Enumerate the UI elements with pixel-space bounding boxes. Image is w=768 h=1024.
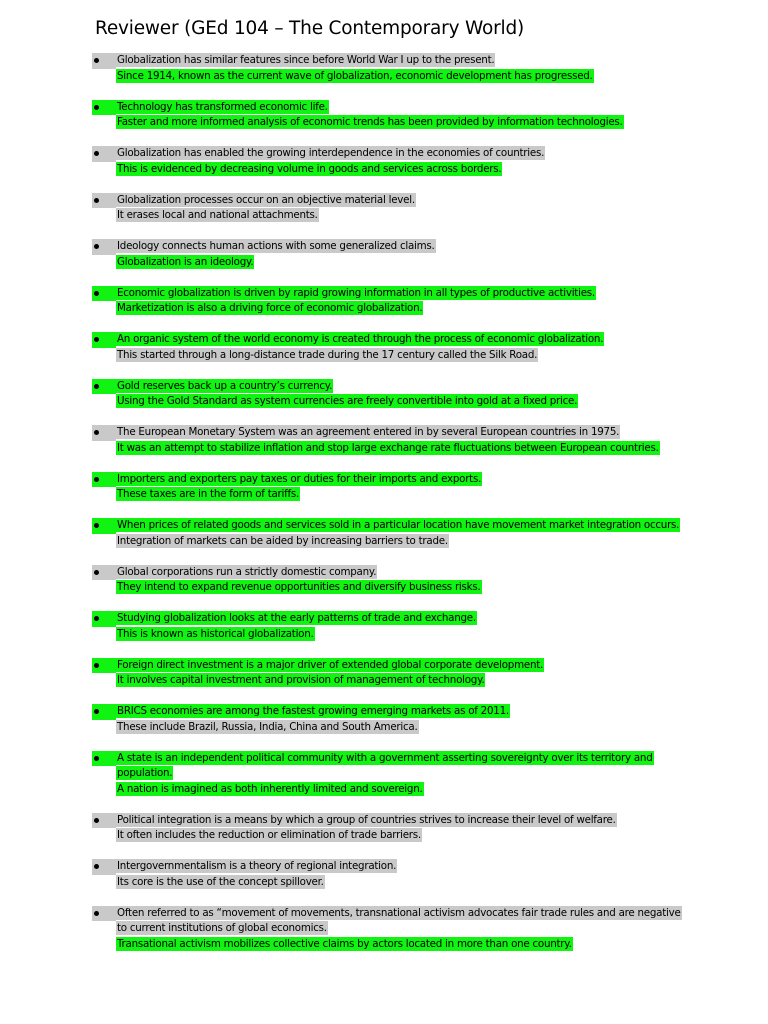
bullet-highlight	[92, 518, 116, 534]
bullet-icon	[94, 616, 99, 621]
bullet-icon	[94, 911, 99, 916]
list-item	[0, 100, 768, 131]
list-item	[0, 472, 768, 503]
bullet-highlight	[92, 146, 116, 162]
gray-highlighted-text: Global corporations run a strictly domestic company.	[117, 565, 377, 578]
green-highlighted-text: Since 1914, known as the current wave of globalization, economic development has progressed.	[117, 69, 593, 82]
item-detail-line	[0, 208, 768, 224]
item-detail-line	[0, 921, 768, 937]
green-highlighted-text: Economic globalization is driven by rapid growing information in all types of productive activities.	[117, 286, 595, 299]
list-item	[0, 193, 768, 224]
item-statement-line	[0, 611, 768, 627]
gray-highlighted-text: Its core is the use of the concept spillover.	[117, 875, 324, 888]
item-detail-line	[0, 394, 768, 410]
list-item	[0, 751, 768, 798]
item-statement-line	[0, 658, 768, 674]
item-statement-line	[0, 379, 768, 395]
item-detail-line	[0, 580, 768, 596]
gray-highlighted-text: These include Brazil, Russia, India, China and South America.	[117, 720, 418, 733]
bullet-icon	[94, 864, 99, 869]
green-highlighted-text: BRICS economies are among the fastest growing emerging markets as of 2011.	[117, 705, 509, 717]
item-statement-line	[0, 100, 768, 116]
bullet-icon	[94, 570, 99, 575]
green-highlighted-text: They intend to expand revenue opportunities and diversify business risks.	[117, 581, 481, 593]
green-highlighted-text: It was an attempt to stabilize inflation and stop large exchange rate fluctuations between European countries.	[117, 441, 659, 454]
green-highlighted-text: A state is an independent political community with a government asserting sovereignty over its territory and	[117, 751, 653, 764]
item-statement-line	[0, 286, 768, 302]
bullet-icon	[94, 198, 99, 203]
item-detail-line	[0, 115, 768, 131]
item-detail-line	[0, 69, 768, 85]
green-highlighted-text: Foreign direct investment is a major driver of extended global corporate development.	[117, 658, 544, 671]
item-detail-line	[0, 534, 768, 550]
list-item	[0, 611, 768, 642]
item-detail-line	[0, 162, 768, 178]
green-highlighted-text: These taxes are in the form of tariffs.	[117, 488, 300, 500]
green-highlighted-text: Marketization is also a driving force of economic globalization.	[117, 302, 423, 314]
bullet-highlight	[92, 286, 116, 302]
gray-highlighted-text: It often includes the reduction or elimination of trade barriers.	[117, 829, 421, 841]
bullet-icon	[94, 105, 99, 110]
list-item	[0, 813, 768, 844]
bullet-highlight	[92, 859, 116, 875]
gray-highlighted-text: Often referred to as “movement of movements, transnational activism advocates fair trade rules and are negative	[117, 906, 681, 919]
bullet-highlight	[92, 565, 116, 581]
green-highlighted-text: Globalization is an ideology.	[117, 255, 254, 268]
list-item	[0, 859, 768, 890]
gray-highlighted-text: Political integration is a means by which a group of countries strives to increase their level of welfare.	[117, 813, 616, 826]
green-highlighted-text: Using the Gold Standard as system currencies are freely convertible into gold at a fixed price.	[117, 395, 578, 407]
list-item	[0, 704, 768, 735]
bullet-icon	[94, 523, 99, 528]
bullet-icon	[94, 58, 99, 63]
gray-highlighted-text: This started through a long-distance trade during the 17 century called the Silk Road.	[117, 348, 538, 361]
item-detail-line	[0, 348, 768, 364]
list-item	[0, 239, 768, 270]
list-item	[0, 906, 768, 953]
bullet-highlight	[92, 906, 116, 922]
bullet-highlight	[92, 332, 116, 348]
gray-highlighted-text: Ideology connects human actions with some generalized claims.	[117, 240, 435, 252]
item-statement-line	[0, 332, 768, 348]
item-detail-line	[0, 301, 768, 317]
bullet-icon	[94, 756, 99, 761]
item-detail-line	[0, 487, 768, 503]
bullet-icon	[94, 663, 99, 668]
bullet-highlight	[92, 100, 116, 116]
item-detail-line	[0, 673, 768, 689]
item-statement-line	[0, 518, 768, 534]
bullet-highlight	[92, 53, 116, 69]
list-item	[0, 425, 768, 456]
bullet-icon	[94, 709, 99, 714]
item-statement-line	[0, 859, 768, 875]
list-item	[0, 658, 768, 689]
bullet-highlight	[92, 611, 116, 627]
green-highlighted-text: Studying globalization looks at the early patterns of trade and exchange.	[117, 612, 476, 624]
item-detail-line	[0, 720, 768, 736]
gray-highlighted-text: Globalization processes occur on an objective material level.	[117, 193, 415, 206]
green-highlighted-text: Importers and exporters pay taxes or duties for their imports and exports.	[117, 472, 482, 485]
bullet-icon	[94, 477, 99, 482]
list-item	[0, 53, 768, 84]
item-statement-line	[0, 751, 768, 767]
green-highlighted-text: This is evidenced by decreasing volume in goods and services across borders.	[117, 162, 502, 175]
bullet-highlight	[92, 239, 116, 255]
item-detail-line	[0, 937, 768, 953]
bullet-highlight	[92, 704, 116, 720]
item-detail-line	[0, 875, 768, 891]
list-item	[0, 518, 768, 549]
item-detail-line	[0, 828, 768, 844]
gray-highlighted-text: It erases local and national attachments.	[117, 209, 318, 221]
bullet-highlight	[92, 193, 116, 209]
bullet-icon	[94, 337, 99, 342]
green-highlighted-text: Transational activism mobilizes collective claims by actors located in more than one country.	[117, 937, 572, 950]
item-statement-line	[0, 813, 768, 829]
bullet-icon	[94, 818, 99, 823]
bullet-icon	[94, 151, 99, 156]
item-statement-line	[0, 565, 768, 581]
page-title: Reviewer (GEd 104 – The Contemporary World)	[95, 18, 525, 39]
list-item	[0, 379, 768, 410]
green-highlighted-text: Technology has transformed economic life.	[117, 100, 328, 113]
bullet-icon	[94, 244, 99, 249]
gray-highlighted-text: Globalization has enabled the growing interdependence in the economies of countries.	[117, 147, 545, 159]
item-detail-line	[0, 766, 768, 782]
item-detail-line	[0, 441, 768, 457]
bullet-icon	[94, 384, 99, 389]
bullet-icon	[94, 291, 99, 296]
gray-highlighted-text: Globalization has similar features since before World War I up to the present.	[117, 54, 495, 66]
green-highlighted-text: This is known as historical globalization.	[117, 627, 314, 640]
item-statement-line	[0, 239, 768, 255]
item-detail-line	[0, 782, 768, 798]
green-highlighted-text: When prices of related goods and services sold in a particular location have movement market integration occurs.	[117, 519, 680, 531]
list-item	[0, 332, 768, 363]
item-detail-line	[0, 255, 768, 271]
reviewer-list	[0, 53, 768, 968]
gray-highlighted-text: Integration of markets can be aided by increasing barriers to trade.	[117, 534, 448, 547]
item-statement-line	[0, 704, 768, 720]
green-highlighted-text: An organic system of the world economy is created through the process of economic globalization.	[117, 333, 604, 345]
green-highlighted-text: It involves capital investment and provision of management of technology.	[117, 674, 485, 686]
item-statement-line	[0, 53, 768, 69]
item-detail-line	[0, 627, 768, 643]
bullet-highlight	[92, 658, 116, 674]
gray-highlighted-text: to current institutions of global economics.	[117, 922, 327, 934]
gray-highlighted-text: Intergovernmentalism is a theory of regional integration.	[117, 860, 397, 872]
bullet-highlight	[92, 425, 116, 441]
green-highlighted-text: A nation is imagined as both inherently limited and sovereign.	[117, 782, 423, 795]
list-item	[0, 565, 768, 596]
list-item	[0, 286, 768, 317]
bullet-highlight	[92, 379, 116, 395]
bullet-highlight	[92, 751, 116, 767]
green-highlighted-text: Gold reserves back up a country’s currency.	[117, 379, 333, 392]
bullet-icon	[94, 430, 99, 435]
green-highlighted-text: Faster and more informed analysis of economic trends has been provided by information technologies.	[117, 116, 623, 128]
gray-highlighted-text: The European Monetary System was an agreement entered in by several European countries in 1975.	[117, 426, 620, 438]
bullet-highlight	[92, 813, 116, 829]
list-item	[0, 146, 768, 177]
item-statement-line	[0, 146, 768, 162]
item-statement-line	[0, 425, 768, 441]
item-statement-line	[0, 906, 768, 922]
item-statement-line	[0, 472, 768, 488]
item-statement-line	[0, 193, 768, 209]
green-highlighted-text: population.	[117, 767, 173, 779]
bullet-highlight	[92, 472, 116, 488]
